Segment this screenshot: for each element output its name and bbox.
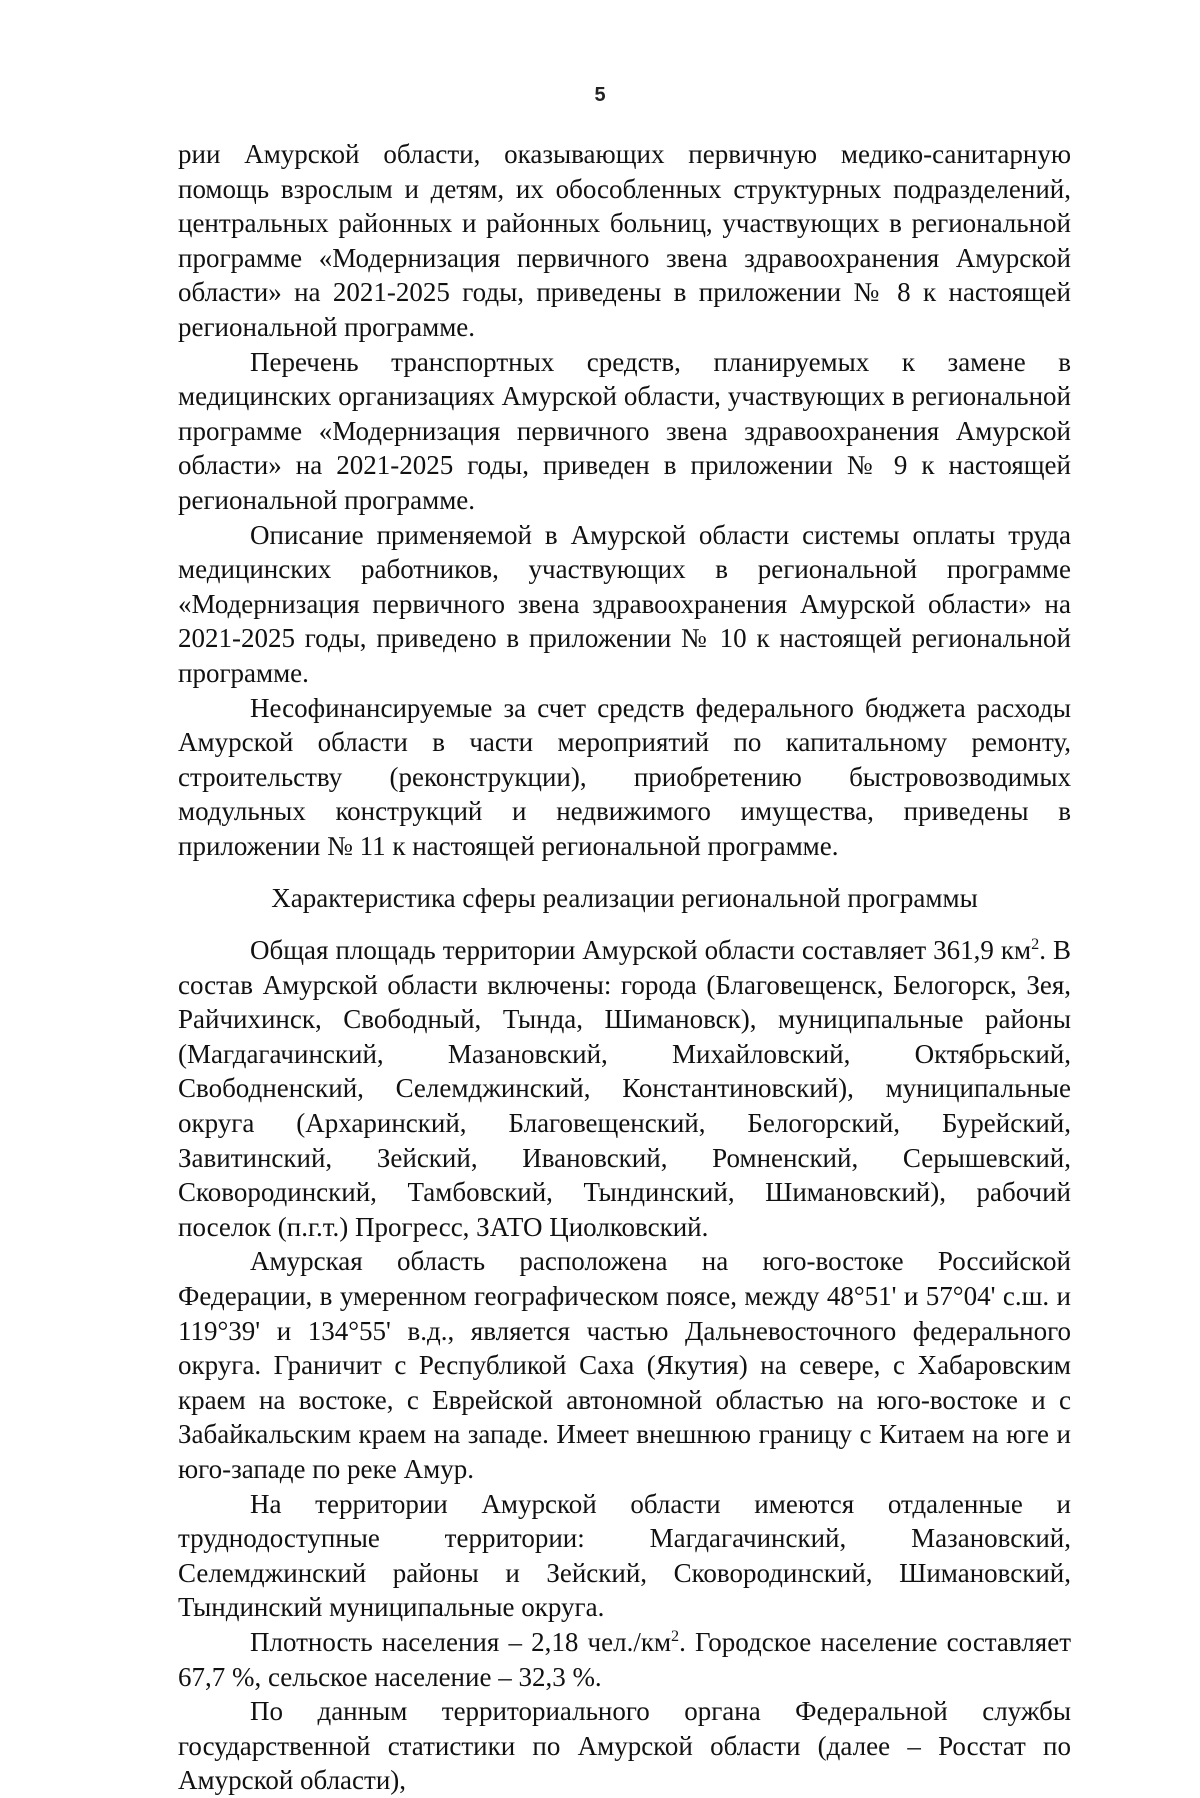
paragraph-rosstat: По данным территориального органа Федеральной службы государственной статистики по Амурской области (далее – Росстат по Амурской области), — [178, 1696, 1071, 1796]
superscript-square: 2 — [671, 1626, 680, 1645]
paragraph-remote-territories: На территории Амурской области имеются отдаленные и труднодоступные территории: Магдагачинский, Мазановский, Селемджинский районы и Зейский, Сковородинский, Шимановский, Тындинский муниципальные округа. — [178, 1488, 1071, 1623]
population-density-text: Плотность населения – 2,18 чел./км — [250, 1626, 672, 1657]
urban-rural-text: . Городское население составляет 67,7 %, сельское население – 32,3 %. — [178, 1626, 1071, 1692]
territory-area-text: Общая площадь территории Амурской области составляет 361,9 км — [250, 935, 1032, 966]
paragraph-appendix-10: Описание применяемой в Амурской области системы оплаты труда медицинских работников, участвующих в региональной программе «Модернизация первичного звена здравоохранения Амурской области» на 2021-2025 годы, приведено в приложении № 10 к настоящей региональной программе. — [178, 519, 1071, 688]
document-body — [178, 137, 1071, 1798]
territory-composition-text: . В состав Амурской области включены: города (Благовещенск, Белогорск, Зея, Райчихинск, Свободный, Тында, Шимановск), муниципальные районы (Магдагачинский, Мазановский, Михайловский, Октябрьский, Свободненский, Селемджинский, Константиновский), муниципальные округа (Архаринский, Благовещенский, Белогорский, Бурейский, Завитинский, Зейский, Ивановский, Ромненский, Серышевский, Сковородинский, Тамбовский, Тындинский, Шимановский), рабочий поселок (п.г.т.) Прогресс, ЗАТО Циолковский. — [178, 935, 1072, 1242]
paragraph-territory-area — [178, 933, 1071, 1244]
page-number: 5 — [594, 84, 606, 106]
paragraph-appendix-11: Несофинансируемые за счет средств федерального бюджета расходы Амурской области в части мероприятий по капитальному ремонту, строительству (реконструкции), приобретению быстровозводимых модульных конструкций и недвижимого имущества, приведены в приложении № 11 к настоящей региональной программе. — [178, 692, 1071, 861]
paragraph-geography: Амурская область расположена на юго-востоке Российской Федерации, в умеренном географическом поясе, между 48°51' и 57°04' с.ш. и 119°39' и 134°55' в.д., является частью Дальневосточного федерального округа. Граничит с Республикой Саха (Якутия) на севере, с Хабаровским краем на востоке, с Еврейской автономной областью на юго-востоке и с Забайкальским краем на западе. Имеет внешнюю границу с Китаем на юге и юго-западе по реке Амур. — [178, 1246, 1071, 1484]
superscript-square: 2 — [1031, 935, 1040, 954]
paragraph-appendix-9: Перечень транспортных средств, планируемых к замене в медицинских организациях Амурской области, участвующих в региональной программе «Модернизация первичного звена здравоохранения Амурской области» на 2021-2025 годы, приведен в приложении № 9 к настоящей региональной программе. — [178, 346, 1071, 515]
paragraph-appendix-8: рии Амурской области, оказывающих первичную медико-санитарную помощь взрослым и детям, их обособленных структурных подразделений, центральных районных и районных больниц, участвующих в региональной программе «Модернизация первичного звена здравоохранения Амурской области» на 2021-2025 годы, приведены в приложении № 8 к настоящей региональной программе. — [178, 139, 1071, 342]
paragraph-population-density — [178, 1625, 1071, 1694]
section-heading: Характеристика сферы реализации региональной программы — [271, 883, 978, 914]
